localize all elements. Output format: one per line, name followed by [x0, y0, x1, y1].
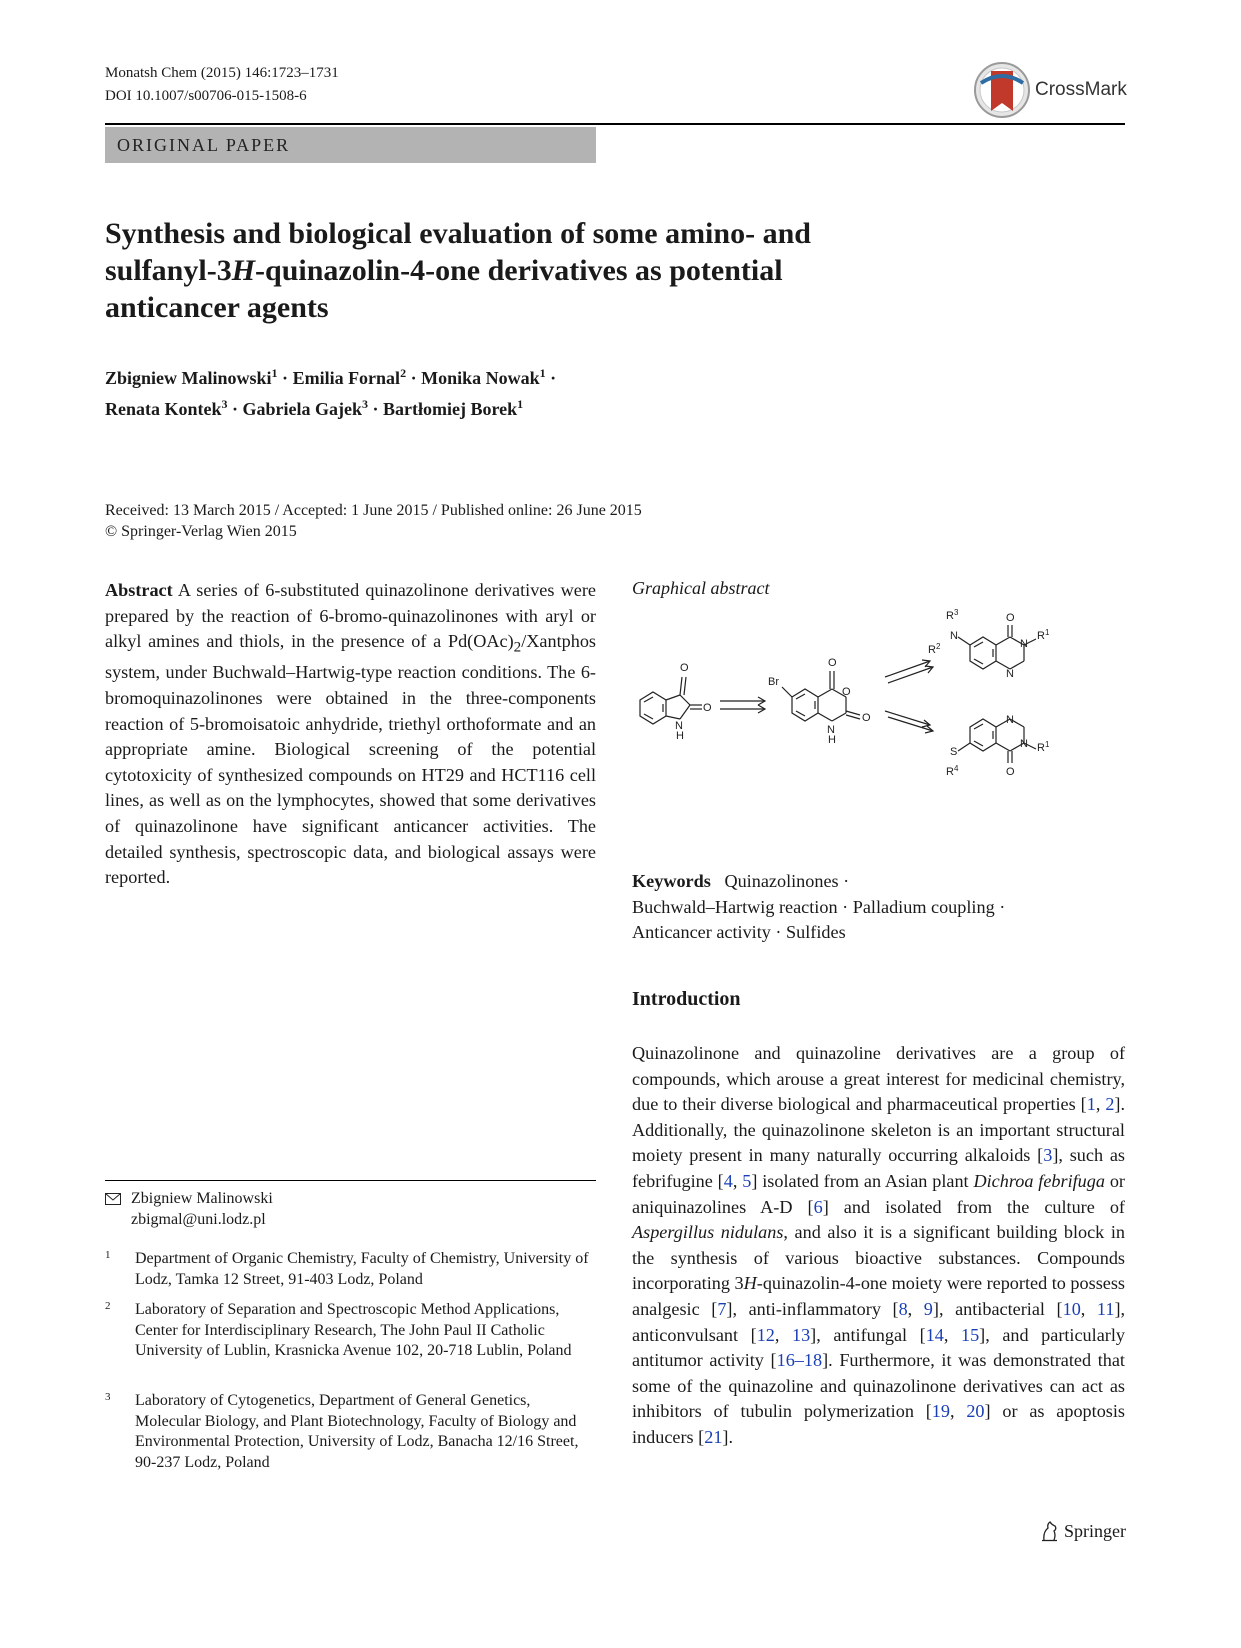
citation-link[interactable]: 4 [723, 1170, 733, 1191]
citation-link[interactable]: 8 [898, 1298, 908, 1319]
footnote-rule [105, 1180, 596, 1181]
section-heading: Introduction [632, 988, 741, 1010]
isatin-structure [640, 662, 712, 742]
reaction-arrow-down [885, 711, 933, 733]
separator: · [838, 871, 850, 891]
body-text: ] and isolated from the culture of [822, 1196, 1125, 1217]
citation-link[interactable]: 6 [813, 1196, 823, 1217]
r4-group [946, 764, 959, 778]
atom-label-n: N [950, 630, 958, 642]
body-text: Quinazolinone and quinazoline derivatives are a group of compounds, which arouse a great interest for medicinal chemistry, due to their diverse biological and pharmaceutical properties [ [632, 1043, 1125, 1115]
title-line-3: anticancer agents [105, 291, 329, 324]
separator: · [770, 922, 787, 943]
atom-label-o: O [862, 712, 871, 724]
citation-link[interactable]: 13 [791, 1324, 811, 1345]
body-text: , [943, 1324, 961, 1345]
author-list [105, 360, 805, 422]
citation-link[interactable]: 21 [704, 1426, 723, 1447]
r1-group [1037, 740, 1050, 754]
reaction-scheme [640, 608, 1120, 810]
separator: · [406, 368, 422, 388]
affiliation-1 [105, 1249, 596, 1290]
keyword[interactable]: Quinazolinones [724, 871, 839, 891]
keywords [632, 869, 1125, 946]
affiliation-number: 1 [105, 1249, 111, 1261]
atom-label-br: Br [768, 676, 779, 688]
body-text: , and also it is a significant building block in the synthesis of various bioactive substances. Compounds incorporating 3 [632, 1222, 1125, 1294]
bromoisatoic-anhydride-structure [768, 657, 871, 746]
body-text: ]. Additionally, the quinazolinone skeleton is an important structural moiety present in many naturally occurring alkaloids [ [632, 1094, 1126, 1166]
body-text: ]. [722, 1426, 734, 1447]
citation-link[interactable]: 11 [1096, 1298, 1115, 1319]
body-text: ], anticonvulsant [ [632, 1298, 1126, 1345]
citation-link[interactable]: 10 [1062, 1298, 1081, 1319]
article-title [105, 215, 1005, 326]
separator: · [837, 896, 853, 917]
atom-label-o: O [828, 657, 837, 669]
keyword[interactable]: Sulfides [786, 922, 846, 943]
separator: · [277, 368, 293, 388]
separator: · [545, 368, 557, 388]
title-text: sulfanyl-3 [105, 254, 232, 287]
r-index: 1 [1044, 740, 1050, 749]
amino-quinazolinone-structure [928, 608, 1050, 680]
affiliation-text: Department of Organic Chemistry, Faculty of Chemistry, University of Lodz, Tamka 12 Street, 91-403 Lodz, Poland [135, 1250, 589, 1288]
body-text: , [774, 1324, 792, 1345]
citation-link[interactable]: 20 [966, 1401, 985, 1422]
keyword[interactable]: Palladium coupling [852, 896, 995, 917]
corresponding-author-name: Zbigniew Malinowski [131, 1190, 273, 1207]
body-text: ], such as febrifugine [ [632, 1145, 1125, 1191]
citation-link[interactable]: 16–18 [776, 1350, 823, 1371]
keyword[interactable]: Buchwald–Hartwig reaction [632, 896, 838, 917]
publication-dates [105, 500, 805, 542]
atom-label-h: H [676, 730, 684, 742]
abstract-subscript: 2 [513, 638, 522, 656]
citation-link[interactable]: 19 [931, 1401, 950, 1422]
doi[interactable]: DOI 10.1007/s00706-015-1508-6 [105, 88, 307, 104]
species-name: Dichroa febrifuga [973, 1170, 1105, 1191]
introduction-paragraph [632, 1041, 1125, 1451]
sulfanyl-quinazolinone-structure [946, 714, 1050, 778]
affiliation-marker: 3 [362, 397, 369, 411]
affiliation-text: Laboratory of Separation and Spectroscopic Method Applications, Center for Interdisciplinary Research, The John Paul II Catholic University of Lublin, Krasnicka Avenue 102, 20-718 Lublin, Poland [135, 1301, 572, 1359]
r-index: 2 [935, 642, 941, 651]
title-line-1: Synthesis and biological evaluation of some amino- and [105, 217, 811, 250]
publisher-logo [1040, 1520, 1126, 1542]
atom-label-o: O [1006, 766, 1015, 778]
citation-link[interactable]: 14 [925, 1324, 944, 1345]
r-label: R [1037, 742, 1045, 754]
citation-link[interactable]: 12 [756, 1324, 775, 1345]
separator: · [368, 399, 384, 419]
affiliation-number: 3 [105, 1391, 111, 1403]
copyright: © Springer-Verlag Wien 2015 [105, 523, 297, 540]
body-text: ] isolated from an Asian plant [751, 1170, 974, 1191]
citation-link[interactable]: 2 [1105, 1094, 1115, 1115]
author-name[interactable]: Emilia Fornal [292, 368, 401, 388]
abstract [105, 578, 596, 891]
r-label: R [946, 610, 954, 622]
body-text: ]. Furthermore, it was demonstrated that some of the quinazoline and quinazolinone derivatives can act as inhibitors of tubulin polymerization [ [632, 1350, 1125, 1422]
author-name[interactable]: Monika Nowak [421, 368, 540, 388]
r3-group [946, 608, 959, 622]
body-text: -quinazolin-4-one moiety were reported to possess analgesic [ [632, 1273, 1125, 1319]
body-text: , [949, 1401, 967, 1422]
author-name[interactable]: Renata Kontek [105, 399, 222, 419]
corresponding-author-email[interactable]: zbigmal@uni.lodz.pl [131, 1211, 266, 1228]
atom-label-o: O [680, 662, 689, 674]
citation-link[interactable]: 3 [1043, 1145, 1053, 1166]
crossmark-badge[interactable] [973, 59, 1125, 121]
r-label: R [946, 766, 954, 778]
affiliation-marker: 1 [517, 397, 524, 411]
graphical-abstract-label: Graphical abstract [632, 578, 770, 598]
atom-label-s: S [950, 746, 958, 758]
atom-label-o: O [1006, 612, 1015, 624]
body-text: ], and particularly antitumor activity [ [632, 1324, 1125, 1371]
body-text: , [1080, 1298, 1097, 1319]
atom-label-o: O [703, 702, 712, 714]
citation-link[interactable]: 5 [742, 1170, 752, 1191]
body-text: or aniquinazolines A-D [ [632, 1170, 1125, 1217]
springer-horse-icon [1040, 1520, 1060, 1542]
article-type-badge: ORIGINAL PAPER [105, 127, 596, 163]
affiliation-number: 2 [105, 1300, 111, 1312]
atom-label-n: N [1006, 714, 1014, 726]
italic-text: H [743, 1273, 757, 1294]
journal-citation: Monatsh Chem (2015) 146:1723–1731 [105, 65, 339, 81]
keywords-label: Keywords [632, 871, 711, 891]
affiliation-2 [105, 1300, 596, 1362]
atom-label-n: N [1006, 668, 1014, 680]
keyword[interactable]: Anticancer activity [632, 922, 771, 943]
atom-label-o: O [842, 686, 851, 698]
author-name[interactable]: Zbigniew Malinowski [105, 368, 272, 388]
crossmark-icon [973, 61, 1031, 119]
abstract-text: A series of 6-substituted quinazolinone derivatives were prepared by the reaction of 6-bromo-quinazolinones with aryl or alkyl amines and thiols, in the presence of a Pd(OAc) [105, 580, 596, 652]
atom-label-n: N [827, 724, 835, 736]
atom-label-n: N [1020, 738, 1028, 750]
atom-label-n: N [1020, 638, 1028, 650]
corresponding-author [105, 1188, 596, 1230]
body-text: ], anti-inflammatory [ [726, 1298, 899, 1319]
publisher-name: Springer [1064, 1520, 1126, 1541]
affiliation-marker: 2 [400, 366, 407, 380]
title-italic: H [231, 254, 256, 287]
body-text: ], antifungal [ [810, 1324, 926, 1345]
envelope-icon [105, 1193, 121, 1205]
header-rule [105, 123, 1125, 125]
author-name[interactable]: Gabriela Gajek [242, 399, 363, 419]
title-text: -quinazolin-4-one derivatives as potential [255, 254, 783, 287]
affiliation-text: Laboratory of Cytogenetics, Department of General Genetics, Molecular Biology, and Plant Biotechnology, Faculty of Biology and Environmental Protection, University of Lodz, Banacha 12/16 Street, 90-237 Lodz, Poland [135, 1392, 579, 1471]
title-line-2 [105, 252, 1005, 289]
r-index: 3 [953, 608, 959, 617]
affiliation-3 [105, 1391, 596, 1473]
r-index: 4 [953, 764, 959, 773]
reaction-arrow [720, 697, 765, 713]
citation-link[interactable]: 1 [1086, 1094, 1096, 1115]
body-text: ], antibacterial [ [932, 1298, 1063, 1319]
citation-link[interactable]: 9 [923, 1298, 933, 1319]
body-text: , [907, 1298, 924, 1319]
affiliation-marker: 1 [539, 366, 546, 380]
crossmark-label: CrossMark [1035, 79, 1127, 100]
body-text: , [732, 1170, 743, 1191]
species-name: Aspergillus nidulans [632, 1222, 784, 1243]
separator: · [994, 896, 1006, 917]
affiliation-marker: 1 [271, 366, 278, 380]
atom-label-n: N [675, 720, 683, 732]
r1-group [1037, 628, 1050, 642]
abstract-text: /Xantphos system, under Buchwald–Hartwig-type reaction conditions. The 6-bromoquinazolinones were obtained in the three-components reaction of 5-bromoisatoic anhydride, triethyl orthoformate and an appropriate amine. Biological screening of the potential cytotoxicity of synthesized compounds on HT29 and HCT116 cell lines, as well as on the lymphocytes, showed that some derivatives of quinazolinone have significant anticancer activities. The detailed synthesis, spectroscopic data, and biological assays were reported. [105, 631, 596, 888]
reaction-arrow-up [885, 660, 933, 683]
r-label: R [1037, 630, 1045, 642]
history-dates: Received: 13 March 2015 / Accepted: 1 June 2015 / Published online: 26 June 2015 [105, 502, 642, 519]
citation-link[interactable]: 15 [960, 1324, 980, 1345]
abstract-label: Abstract [105, 580, 173, 600]
atom-label-h: H [828, 734, 836, 746]
body-text: , [1095, 1094, 1106, 1115]
affiliation-marker: 3 [221, 397, 228, 411]
separator: · [227, 399, 243, 419]
citation-link[interactable]: 7 [717, 1298, 727, 1319]
body-text: ] or as apoptosis inducers [ [632, 1401, 1125, 1447]
r2-group [928, 642, 941, 656]
r-label: R [928, 644, 936, 656]
author-name[interactable]: Bartłomiej Borek [383, 399, 518, 419]
r-index: 1 [1044, 628, 1050, 637]
